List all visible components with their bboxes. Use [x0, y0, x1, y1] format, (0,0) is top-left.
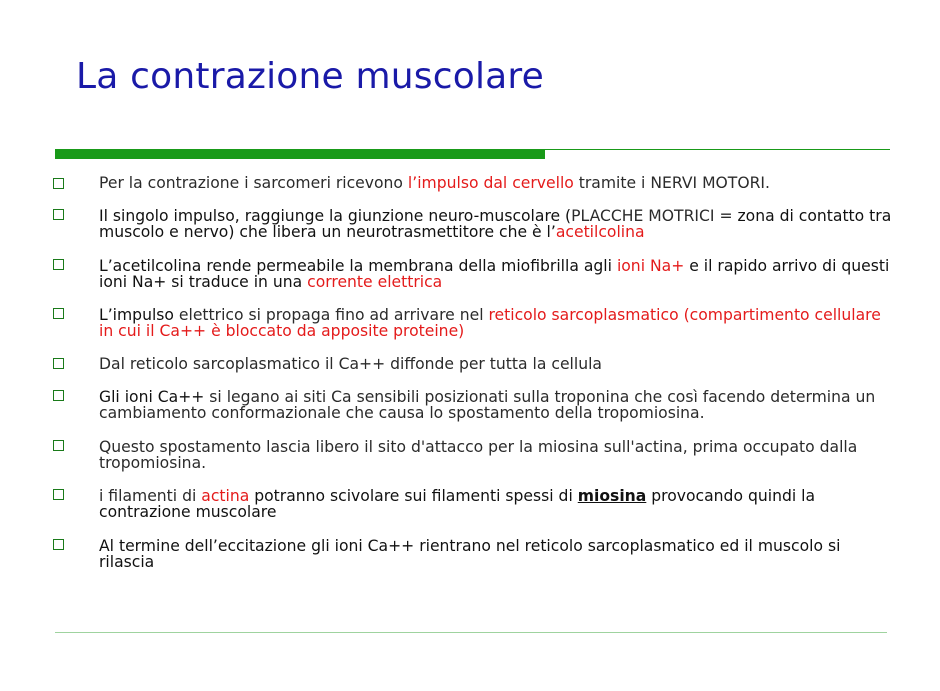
text-run: Gli ioni Ca++: [99, 388, 205, 406]
text-run: e il rapido arrivo di questi ioni Na+ si traduce in una: [99, 257, 890, 291]
bullet-text: [99, 538, 899, 570]
square-bullet-icon: [53, 539, 64, 550]
text-run: Dal reticolo sarcoplasmatico il Ca++ diffonde per tutta la cellula: [99, 355, 602, 373]
highlight-text: corrente elettrica: [307, 273, 443, 291]
text-run: potranno scivolare sui filamenti spessi di: [249, 487, 578, 505]
footer-divider: [55, 632, 887, 633]
bullet-text: [99, 175, 899, 191]
bullet-text: [99, 356, 899, 372]
square-bullet-icon: [53, 358, 64, 369]
title-underline-thin: [545, 149, 890, 150]
text-run: elettrico si propaga fino ad arrivare nel: [173, 306, 489, 324]
bullet-text: [99, 307, 899, 339]
text-run: Il singolo impulso, raggiunge la giunzione neuro-muscolare (: [99, 207, 572, 225]
text-run: PLACCHE MOTRICI =: [571, 207, 738, 225]
square-bullet-icon: [53, 178, 64, 189]
bullet-text: [99, 439, 899, 471]
highlight-text: ioni Na+: [616, 257, 685, 275]
square-bullet-icon: [53, 390, 64, 401]
slide-title: La contrazione muscolare: [76, 56, 544, 97]
text-run: L’impulso: [99, 306, 174, 324]
text-run: provocando quindi la contrazione muscolare: [99, 487, 816, 521]
highlight-text: acetilcolina: [555, 223, 645, 241]
bullet-text: [99, 258, 899, 290]
text-run: si legano ai siti Ca sensibili posizionati sulla troponina che così facendo determina un cambiamento conformazionale che causa lo spostamento della tropomiosina.: [99, 388, 876, 422]
text-run: Per la contrazione i sarcomeri ricevono: [99, 174, 408, 192]
title-underline-thick: [55, 149, 545, 159]
square-bullet-icon: [53, 308, 64, 319]
bullet-text: [99, 389, 899, 421]
text-run: zona di contatto tra muscolo e nervo) che libera un neurotrasmettitore che è l’: [99, 207, 892, 241]
bullet-text: [99, 488, 899, 520]
highlight-text: l’impulso dal cervello: [407, 174, 574, 192]
text-run: i filamenti di: [99, 487, 202, 505]
text-run: L’acetilcolina rende permeabile la membrana della miofibrilla agli: [99, 257, 617, 275]
square-bullet-icon: [53, 440, 64, 451]
square-bullet-icon: [53, 209, 64, 220]
text-run: Al termine dell’eccitazione gli ioni Ca++ rientrano nel reticolo sarcoplasmatico ed il muscolo si rilascia: [99, 537, 841, 571]
square-bullet-icon: [53, 259, 64, 270]
text-run: tramite i NERVI MOTORI.: [573, 174, 770, 192]
underlined-text: miosina: [577, 487, 647, 505]
highlight-text: reticolo sarcoplasmatico (compartimento cellulare in cui il Ca++ è bloccato da apposite proteine): [99, 306, 881, 340]
text-run: Questo spostamento lascia libero il sito d'attacco per la miosina sull'actina, prima occupato dalla tropomiosina.: [99, 438, 858, 472]
highlight-text: actina: [201, 487, 250, 505]
bullet-text: [99, 208, 899, 240]
square-bullet-icon: [53, 489, 64, 500]
